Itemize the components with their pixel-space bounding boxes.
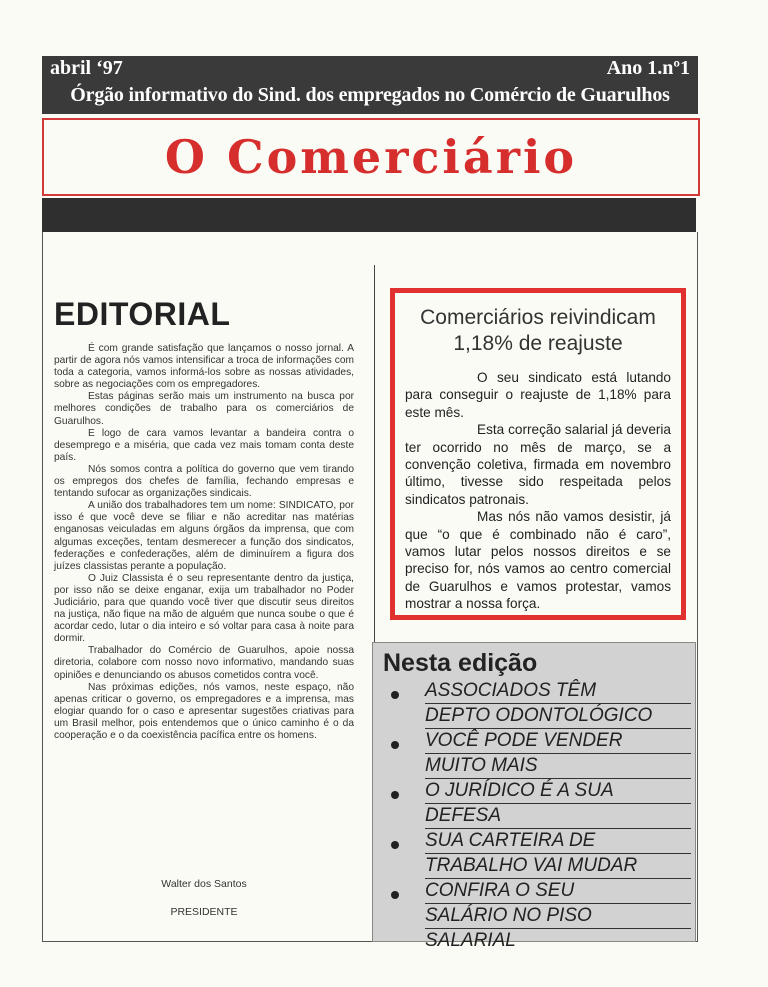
column-divider [374,265,375,645]
masthead-title: O Comerciário [164,130,578,184]
editorial-paragraph: É com grande satisfação que lançamos o nosso jornal. A partir de agora nós vamos intensificar a troca de informações com toda a categoria, vamos informá-los sobre as nossas atividades, sobre as negociações com os empregadores. [54,343,354,391]
bullet-icon [391,791,399,799]
contents-item[interactable] [373,679,695,729]
contents-item-line: DEFESA [425,804,691,829]
bullet-icon [391,891,399,899]
feature-paragraph: Esta correção salarial já deveria ter ocorrido no mês de março, se a convenção coletiva, firmada em novembro último, tivesse sido respeitada pelos sindicatos patronais. [405,422,671,507]
feature-paragraph: Mas nós não vamos desistir, já que “o que é combinado não é caro”, vamos lutar pelos nossos direitos e se preciso for, nós vamos ao centro comercial de Guarulhos e vamos protestar, vamos mostrar a nossa força. [405,509,671,612]
contents-item-line: CONFIRA O SEU [425,879,691,904]
editorial-paragraph: O Juiz Classista é o seu representante dentro da justiça, por isso não se deixe enganar, exija um trabalhador no Poder Judiciário, para que quando você tiver que discutir seus direitos na justiça, não fique na mão de alguém que nunca soube o que é acordar cedo, lutar o dia inteiro e só voltar para casa à noite para dormir. [54,572,354,645]
contents-item[interactable] [373,779,695,829]
signature-name: Walter dos Santos [161,878,247,890]
issue-number: Ano 1.nº1 [606,57,690,79]
editorial-paragraph: Nas próximas edições, nós vamos, neste espaço, não apenas criticar o governo, os empregadores e a imprensa, mas elogiar quando for o caso e apresentar sugestões criativas para um Brasil melhor, pois entendemos que o único caminho é o da cooperação e o da coexistência pacífica entre os homens. [54,681,354,741]
feature-title-line: 1,18% de reajuste [453,332,623,355]
signature-role: PRESIDENTE [170,906,238,918]
contents-item-line: TRABALHO VAI MUDAR [425,854,691,879]
feature-box [390,288,686,620]
bullet-icon [391,691,399,699]
editorial-paragraph: E logo de cara vamos levantar a bandeira contra o desemprego e a miséria, que cada vez mais tomam conta deste país. [54,427,354,463]
contents-item-line: SUA CARTEIRA DE [425,829,691,854]
organization-line: Órgão informativo do Sind. dos empregados no Comércio de Guarulhos [70,84,670,106]
bullet-icon [391,841,399,849]
contents-item[interactable] [373,829,695,879]
contents-item-line: SALÁRIO NO PISO [425,904,691,929]
editorial-body [54,343,354,742]
page-frame-right [697,232,698,942]
contents-item-line: VOCÊ PODE VENDER [425,729,691,754]
contents-item-line: ASSOCIADOS TÊM [425,679,691,704]
contents-list [373,679,695,953]
feature-body [405,369,671,613]
issue-date: abril ‘97 [50,57,123,79]
editorial-paragraph: A união dos trabalhadores tem um nome: SINDICATO, por isso é que você deve se filiar e não acreditar nas matérias enganosas veiculadas em alguns órgãos da imprensa, que com algumas exceções, tentam desmerecer a função dos sindicatos, federações e confederações, além de diminuírem a figura dos juízes classistas perante a população. [54,500,354,572]
feature-title [395,305,681,357]
editorial-paragraph: Trabalhador do Comércio de Guarulhos, apoie nossa diretoria, colabore com nosso novo informativo, mandando suas opiniões e denunciando os abusos cometidos contra você. [54,645,354,681]
masthead-dark-bar [42,198,696,232]
editorial-paragraph: Nós somos contra a política do governo que vem tirando os empregos dos chefes de família, fechando empresas e tentando sufocar as organizações sindicais. [54,463,354,500]
contents-item-line: DEPTO ODONTOLÓGICO [425,704,691,729]
page-frame-left [42,232,43,942]
editorial-column [54,296,354,742]
feature-title-line: Comerciários reivindicam [420,306,656,329]
feature-paragraph: O seu sindicato está lutando para conseguir o reajuste de 1,18% para este mês. [405,370,671,420]
editorial-paragraph: Estas páginas serão mais um instrumento na busca por melhores condições de trabalho para os comerciários de Guarulhos. [54,391,354,427]
editorial-heading: EDITORIAL [54,296,231,332]
masthead-box [42,118,700,196]
contents-item-line: O JURÍDICO É A SUA [425,779,691,804]
bullet-icon [391,741,399,749]
contents-item-line: SALARIAL [425,930,516,951]
contents-heading: Nesta edição [383,649,538,677]
contents-box [372,642,696,951]
contents-item[interactable] [373,729,695,779]
contents-item[interactable] [373,879,695,953]
contents-item-line: MUITO MAIS [425,754,691,779]
header-band [42,56,698,114]
